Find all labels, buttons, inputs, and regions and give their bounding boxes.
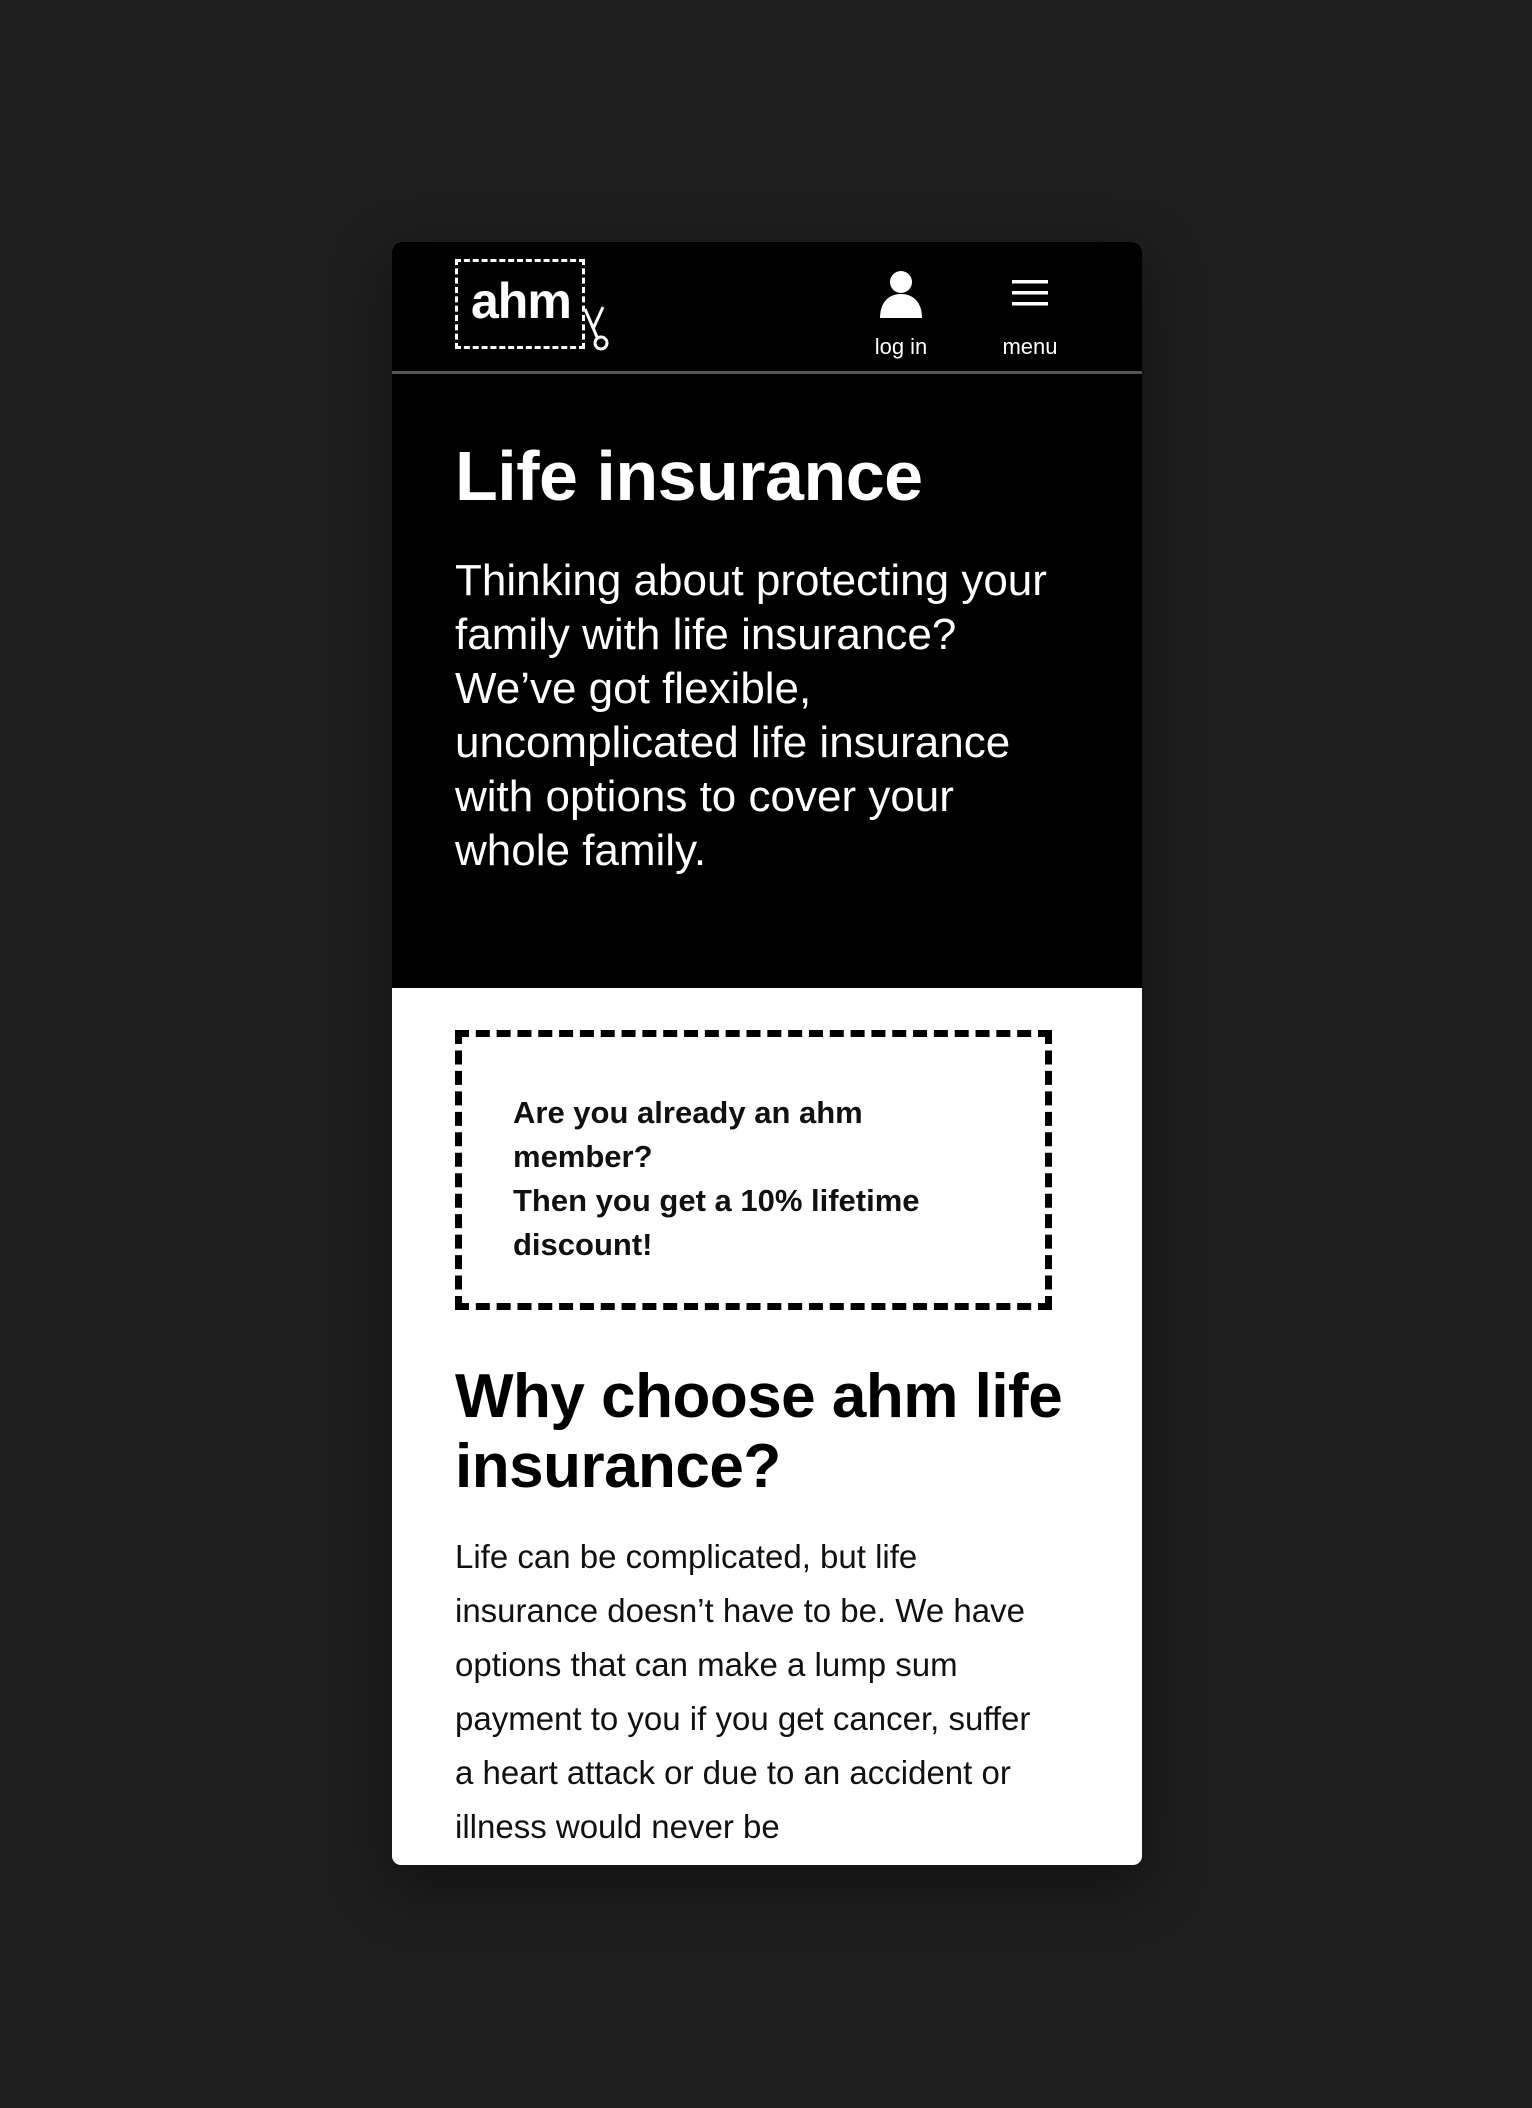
member-discount-callout [455,1030,1052,1310]
login-button[interactable] [856,270,946,360]
promo-discount: Then you get a 10% lifetime discount! [513,1183,920,1262]
user-icon [878,270,924,318]
menu-label: menu [1002,334,1058,359]
hero-description: Thinking about protecting your family with life insurance? We’ve got flexible, uncomplicated life insurance with options to cover your whole family. [455,556,1047,875]
hero-section [392,374,1142,988]
promo-text [513,1091,993,1267]
hamburger-menu-icon [1010,270,1050,318]
mobile-viewport [392,242,1142,1865]
menu-button[interactable] [985,270,1075,360]
page-title: Life insurance [455,437,923,515]
scissors-icon [583,299,613,359]
why-choose-heading: Why choose ahm life insurance? [455,1362,1063,1501]
login-label: log in [874,334,928,359]
logo-text: ahm [471,273,571,329]
ahm-logo[interactable] [455,259,613,363]
why-choose-paragraph: Life can be complicated, but life insurance doesn’t have to be. We have options that can make a lump sum payment to you if you get cancer, suffer a heart attack or due to an accident or illness would never be [455,1538,1031,1845]
promo-question: Are you already an ahm member? [513,1095,863,1174]
top-navigation-bar [392,242,1142,374]
